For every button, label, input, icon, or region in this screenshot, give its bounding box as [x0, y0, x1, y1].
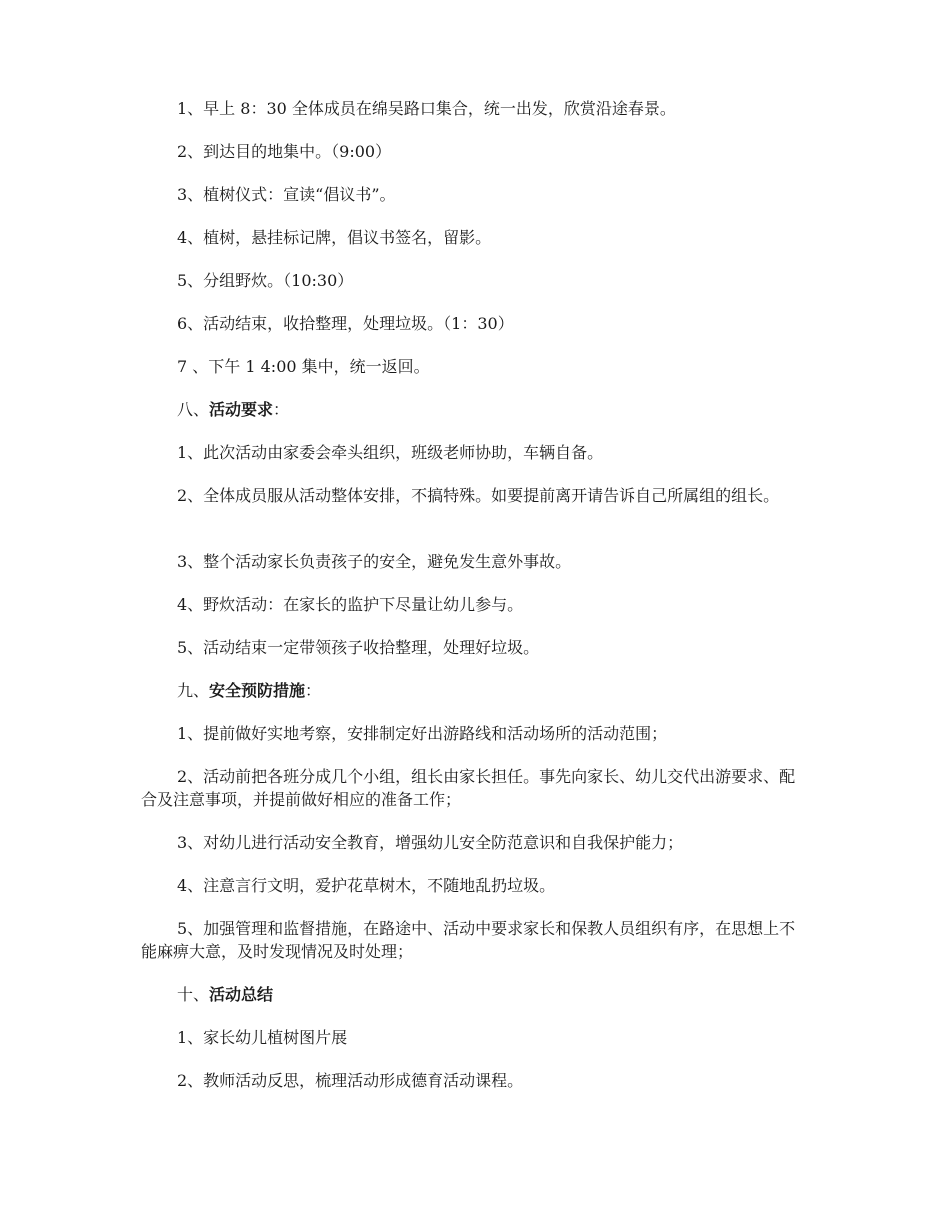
requirement-item: 1、此次活动由家委会牵头组织，班级老师协助，车辆自备。 — [177, 443, 604, 462]
requirement-item: 5、活动结束一定带领孩子收拾整理，处理好垃圾。 — [177, 638, 540, 657]
heading-suffix: ： — [305, 681, 322, 700]
schedule-item: 5、分组野炊。（10:30） — [177, 271, 354, 290]
heading-title: 活动总结 — [209, 985, 274, 1004]
safety-item: 2、活动前把各班分成几个小组，组长由家长担任。事先向家长、幼儿交代出游要求、配合及注意事项，并提前做好相应的准备工作； — [141, 767, 796, 809]
safety-item: 4、注意言行文明，爱护花草树木，不随地乱扔垃圾。 — [177, 876, 556, 895]
section-heading-summary — [141, 983, 809, 1006]
safety-item: 1、提前做好实地考察，安排制定好出游路线和活动场所的活动范围； — [177, 724, 668, 743]
requirement-item: 3、整个活动家长负责孩子的安全，避免发生意外事故。 — [177, 552, 572, 571]
requirement-item: 2、全体成员服从活动整体安排，不搞特殊。如要提前离开请告诉自己所属组的组长。 — [177, 486, 780, 505]
summary-item: 1、家长幼儿植树图片展 — [177, 1028, 348, 1047]
heading-prefix: 九、 — [177, 681, 210, 700]
heading-title: 安全预防措施 — [209, 681, 306, 700]
schedule-item: 7 、下午 1 4:00 集中，统一返回。 — [177, 357, 430, 376]
schedule-item: 2、到达目的地集中。（9:00） — [177, 142, 392, 161]
summary-item: 2、教师活动反思，梳理活动形成德育活动课程。 — [177, 1071, 524, 1090]
section-heading-safety — [141, 679, 809, 702]
heading-title: 活动要求 — [209, 400, 274, 419]
schedule-item: 3、植树仪式：宣读“倡议书”。 — [177, 185, 396, 204]
heading-prefix: 十、 — [177, 985, 210, 1004]
schedule-item: 6、活动结束，收拾整理，处理垃圾。（1：30） — [177, 314, 514, 333]
safety-item: 3、对幼儿进行活动安全教育，增强幼儿安全防范意识和自我保护能力； — [177, 833, 684, 852]
safety-item: 5、加强管理和监督措施，在路途中、活动中要求家长和保教人员组织有序，在思想上不能麻痹大意，及时发现情况及时处理； — [141, 919, 796, 961]
heading-suffix: ： — [273, 400, 290, 419]
schedule-item: 4、植树，悬挂标记牌，倡议书签名，留影。 — [177, 228, 492, 247]
heading-prefix: 八、 — [177, 400, 210, 419]
schedule-item: 1、早上 8：30 全体成员在绵吴路口集合，统一出发，欣赏沿途春景。 — [177, 99, 676, 118]
requirement-item: 4、野炊活动：在家长的监护下尽量让幼儿参与。 — [177, 595, 524, 614]
section-heading-requirements — [141, 398, 809, 421]
